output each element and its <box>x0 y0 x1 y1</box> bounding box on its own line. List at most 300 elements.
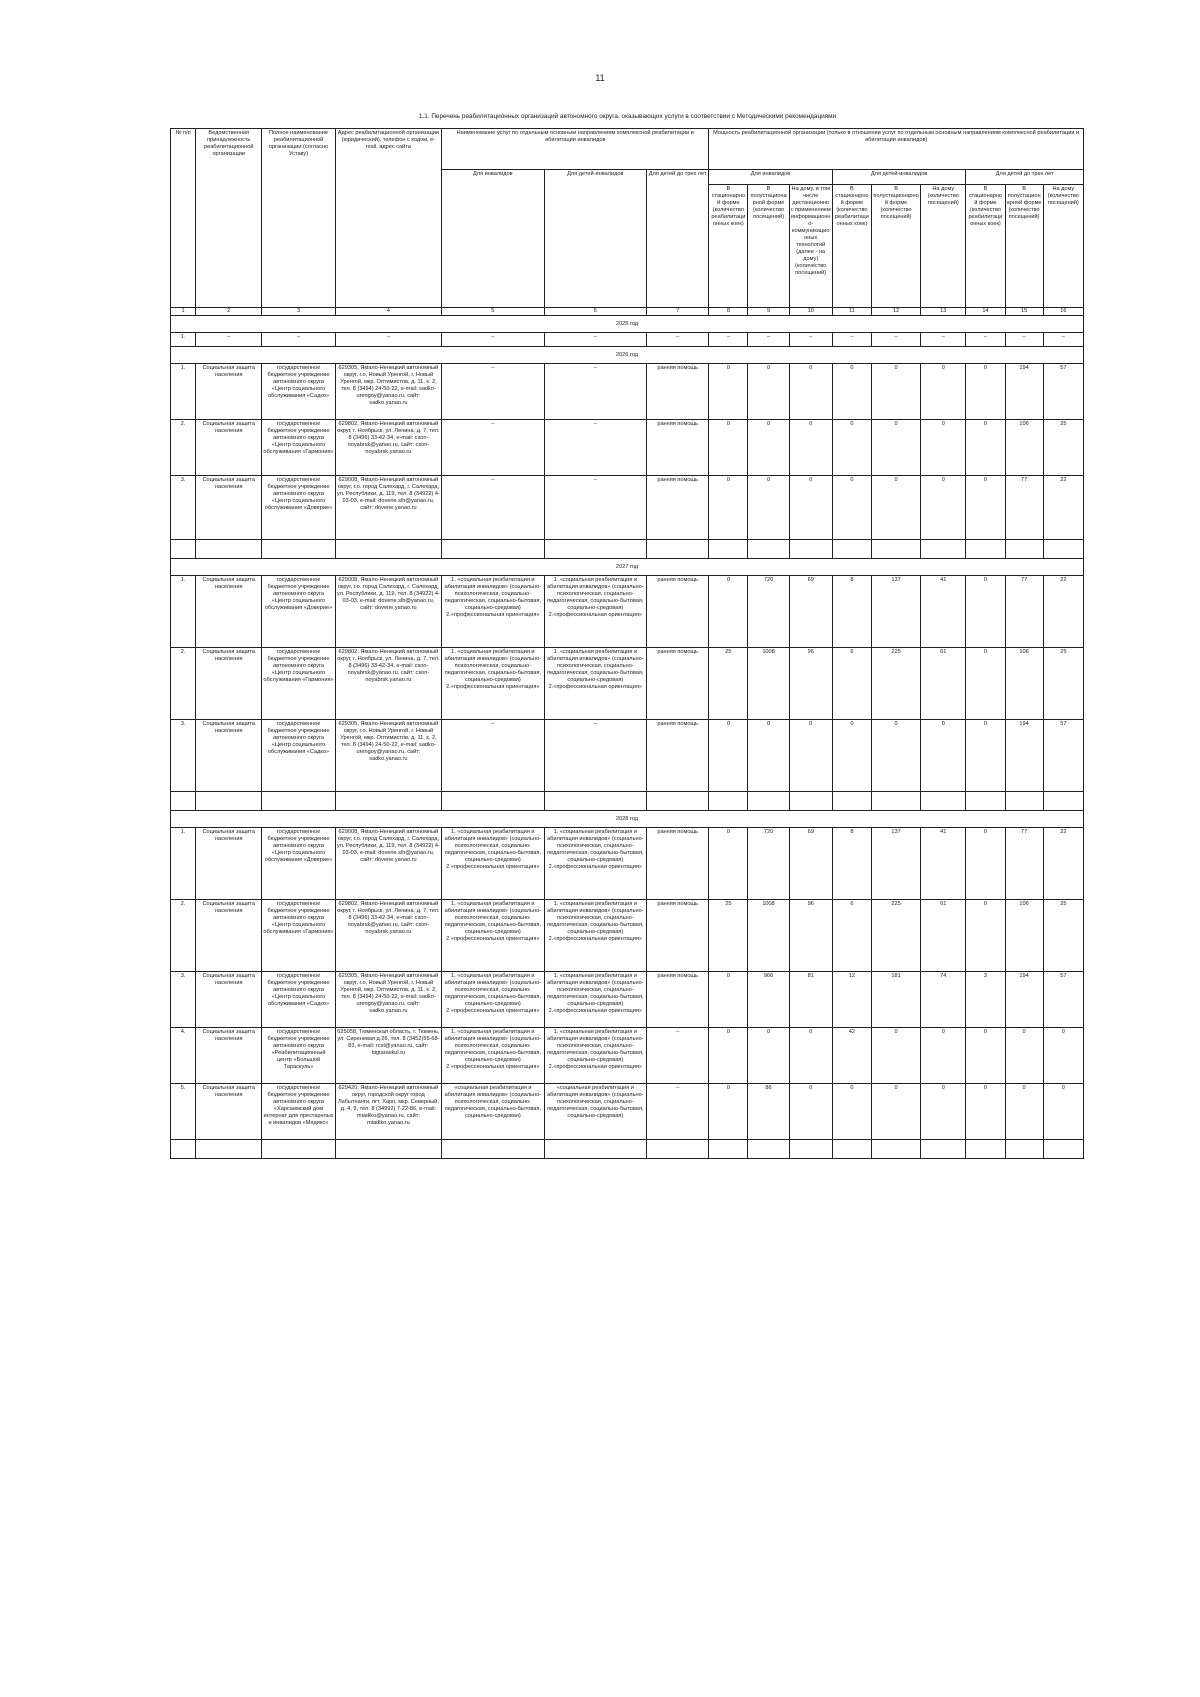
table-cell-col-2: Социальная защита населения <box>196 900 262 972</box>
table-cell-col-8: 25 <box>709 648 748 720</box>
table-cell-col-3: государственное бюджетное учреждение автономного округа «Центр социального обслуживания «Доверие» <box>262 828 335 900</box>
table-row <box>171 900 1084 972</box>
table-cell-col-1: 1. <box>171 364 196 420</box>
table-cell-col-14: – <box>966 333 1005 347</box>
table-cell-col-2: Социальная защита населения <box>196 364 262 420</box>
table-cell-col-10: 81 <box>789 972 832 1028</box>
spacer-cell <box>966 1140 1005 1159</box>
spacer-cell <box>442 1140 544 1159</box>
table-cell-col-14: 0 <box>966 576 1005 648</box>
table-cell-col-12: 0 <box>871 720 920 792</box>
table-cell-col-12: – <box>871 333 920 347</box>
spacer-cell <box>709 540 748 559</box>
table-row <box>171 476 1084 540</box>
table-cell-col-1: 1. <box>171 576 196 648</box>
header-name: Полное наименование реабилитационной организации (согласно Уставу) <box>262 129 335 308</box>
table-cell-col-7: ранняя помощь <box>647 364 709 420</box>
table-cell-col-1: 1. <box>171 333 196 347</box>
table-cell-col-7: ранняя помощь <box>647 420 709 476</box>
table-cell-col-11: 8 <box>832 828 871 900</box>
table-cell-col-14: 0 <box>966 720 1005 792</box>
table-cell-col-5: 1. «социальная реабилитация и абилитация инвалидов» (социально-психологическая, социально-педагогическая, социально-бытовая, социально-средовая) 2.«профессиональная ориентация» <box>442 900 544 972</box>
table-cell-col-10: 0 <box>789 1084 832 1140</box>
table-cell-col-1: 4. <box>171 1028 196 1084</box>
spacer-cell <box>171 792 196 811</box>
table-cell-col-4: 629008, Ямало-Ненецкий автономный округ, г.о. город Салехард, г. Салехард, ул. Республики, д. 119, тел. 8 (34922) 4-03-03, e-mail: doverie.slh@yanao.ru, сайт: doverie.yanao.ru <box>335 576 441 648</box>
table-cell-col-7: ранняя помощь <box>647 720 709 792</box>
spacer-cell <box>647 792 709 811</box>
table-cell-col-9: 0 <box>748 476 789 540</box>
table-cell-col-13: 74 <box>921 972 966 1028</box>
table-cell-col-1: 5. <box>171 1084 196 1140</box>
table-cell-col-12: 0 <box>871 420 920 476</box>
table-cell-col-4: – <box>335 333 441 347</box>
spacer-cell <box>196 540 262 559</box>
header-col-16: На дому (количество посещений) <box>1043 185 1083 308</box>
table-cell-col-10: 0 <box>789 476 832 540</box>
table-cell-col-16: 25 <box>1043 648 1083 720</box>
table-cell-col-15: 106 <box>1005 648 1043 720</box>
column-number: 12 <box>871 308 920 316</box>
table-cell-col-2: Социальная защита населения <box>196 576 262 648</box>
spacer-cell <box>966 792 1005 811</box>
table-cell-col-5: 1. «социальная реабилитация и абилитация инвалидов» (социально-психологическая, социально-педагогическая, социально-бытовая, социально-средовая) 2.«профессиональная ориентация» <box>442 1028 544 1084</box>
table-cell-col-8: 0 <box>709 420 748 476</box>
table-cell-col-6: 1. «социальная реабилитация и абилитация инвалидов» (социально-психологическая, социально-педагогическая, социально-бытовая, социально-средовая) 2.«профессиональная ориентация» <box>544 1028 646 1084</box>
column-number: 10 <box>789 308 832 316</box>
table-header <box>171 129 1084 308</box>
table-row <box>171 972 1084 1028</box>
header-col-10: На дому, в том числе дистанционно с применением информационно-коммуникационных технологий (далее - на дому) (количество посещений) <box>789 185 832 308</box>
table-cell-col-9: 1008 <box>748 900 789 972</box>
table-cell-col-5: – <box>442 364 544 420</box>
table-cell-col-15: 0 <box>1005 1084 1043 1140</box>
table-cell-col-15: 0 <box>1005 1028 1043 1084</box>
spacer-cell <box>335 540 441 559</box>
table-cell-col-16: – <box>1043 333 1083 347</box>
table-cell-col-7: – <box>647 1084 709 1140</box>
table-cell-col-14: 0 <box>966 1028 1005 1084</box>
spacer-cell <box>544 792 646 811</box>
table-cell-col-6: – <box>544 364 646 420</box>
table-cell-col-15: 77 <box>1005 828 1043 900</box>
table-cell-col-3: государственное бюджетное учреждение автономного округа «Центр социального обслуживания «Доверие» <box>262 576 335 648</box>
table-cell-col-9: 86 <box>748 1084 789 1140</box>
table-cell-col-12: 137 <box>871 828 920 900</box>
table-row <box>171 828 1084 900</box>
header-col-14: В стационарной форме (количество реабилитационных коек) <box>966 185 1005 308</box>
table-cell-col-3: государственное бюджетное учреждение автономного округа «Центр социального обслуживания «Гармония» <box>262 420 335 476</box>
table-cell-col-8: 0 <box>709 1084 748 1140</box>
section-spacer <box>171 540 1084 559</box>
table-cell-col-5: 1. «социальная реабилитация и абилитация инвалидов» (социально-психологическая, социально-педагогическая, социально-бытовая, социально-средовая) 2.«профессиональная ориентация» <box>442 576 544 648</box>
table-cell-col-10: 0 <box>789 720 832 792</box>
table-cell-col-5: – <box>442 333 544 347</box>
table-cell-col-7: – <box>647 1028 709 1084</box>
table-cell-col-13: 41 <box>921 576 966 648</box>
table-cell-col-4: 629305, Ямало-Ненецкий автономный округ, г.о. Новый Уренгой, г. Новый Уренгой, мкр. Оптимистов, д. 11, к. 2, тел. 8 (3494) 24-50-22, e-mail: sadko-urengoy@yanao.ru, сайт: sadko.yanao.ru <box>335 720 441 792</box>
table-cell-col-12: 0 <box>871 1084 920 1140</box>
spacer-cell <box>709 792 748 811</box>
spacer-cell <box>262 1140 335 1159</box>
spacer-cell <box>544 1140 646 1159</box>
year-row <box>171 347 1084 364</box>
table-cell-col-14: 0 <box>966 828 1005 900</box>
table-cell-col-10: – <box>789 333 832 347</box>
table-cell-col-15: 194 <box>1005 972 1043 1028</box>
column-number: 6 <box>544 308 646 316</box>
header-col-11: В стационарной форме (количество реабилитационных коек) <box>832 185 871 308</box>
table-cell-col-10: 0 <box>789 420 832 476</box>
table-cell-col-11: 0 <box>832 1084 871 1140</box>
table-cell-col-9: 0 <box>748 364 789 420</box>
spacer-cell <box>647 1140 709 1159</box>
page-number: 11 <box>595 73 605 83</box>
table-cell-col-13: 0 <box>921 420 966 476</box>
spacer-cell <box>196 1140 262 1159</box>
table-cell-col-1: 2. <box>171 900 196 972</box>
table-cell-col-14: 0 <box>966 900 1005 972</box>
table-cell-col-16: 22 <box>1043 476 1083 540</box>
column-number: 7 <box>647 308 709 316</box>
table-cell-col-15: 77 <box>1005 576 1043 648</box>
table-cell-col-11: 8 <box>832 576 871 648</box>
table-cell-col-1: 1. <box>171 828 196 900</box>
spacer-cell <box>647 540 709 559</box>
table-cell-col-13: 0 <box>921 1084 966 1140</box>
table-cell-col-13: 61 <box>921 900 966 972</box>
table-cell-col-14: 0 <box>966 420 1005 476</box>
table-cell-col-13: 0 <box>921 364 966 420</box>
year-row <box>171 559 1084 576</box>
table-cell-col-6: 1. «социальная реабилитация и абилитация инвалидов» (социально-психологическая, социально-педагогическая, социально-бытовая, социально-средовая) 2.«профессиональная ориентация» <box>544 576 646 648</box>
table-cell-col-9: 720 <box>748 576 789 648</box>
table-cell-col-12: 137 <box>871 576 920 648</box>
table-cell-col-2: Социальная защита населения <box>196 420 262 476</box>
table-cell-col-15: 106 <box>1005 900 1043 972</box>
header-col-9: В полустационарной форме (количество посещений) <box>748 185 789 308</box>
table-cell-col-3: государственное бюджетное учреждение автономного округа «Центр социального обслуживания «Садко» <box>262 364 335 420</box>
table-cell-col-8: 0 <box>709 364 748 420</box>
table-cell-col-8: 0 <box>709 1028 748 1084</box>
table-cell-col-16: 22 <box>1043 828 1083 900</box>
table-cell-col-6: 1. «социальная реабилитация и абилитация инвалидов» (социально-психологическая, социально-педагогическая, социально-бытовая, социально-средовая) 2.«профессиональная ориентация» <box>544 828 646 900</box>
table-cell-col-14: 0 <box>966 364 1005 420</box>
table-cell-col-10: 96 <box>789 900 832 972</box>
table-cell-col-11: 0 <box>832 720 871 792</box>
spacer-cell <box>871 1140 920 1159</box>
table-cell-col-8: 0 <box>709 972 748 1028</box>
header-dept: Ведомственная принадлежность реабилитационной организации <box>196 129 262 308</box>
table-cell-col-5: – <box>442 420 544 476</box>
spacer-cell <box>832 540 871 559</box>
spacer-cell <box>921 1140 966 1159</box>
table-cell-col-5: 1. «социальная реабилитация и абилитация инвалидов» (социально-психологическая, социально-педагогическая, социально-бытовая, социально-средовая) 2.«профессиональная ориентация» <box>442 828 544 900</box>
table-cell-col-12: 225 <box>871 648 920 720</box>
spacer-cell <box>1043 540 1083 559</box>
table-cell-col-12: 181 <box>871 972 920 1028</box>
table-cell-col-11: 6 <box>832 900 871 972</box>
table-cell-col-7: ранняя помощь <box>647 648 709 720</box>
table-cell-col-6: 1. «социальная реабилитация и абилитация инвалидов» (социально-психологическая, социально-педагогическая, социально-бытовая, социально-средовая) 2.«профессиональная ориентация» <box>544 972 646 1028</box>
table-cell-col-6: – <box>544 420 646 476</box>
table-cell-col-3: государственное бюджетное учреждение автономного округа «Центр социального обслуживания «Доверие» <box>262 476 335 540</box>
column-number: 11 <box>832 308 871 316</box>
table-cell-col-16: 0 <box>1043 1028 1083 1084</box>
spacer-cell <box>1043 792 1083 811</box>
year-label: 2026 год <box>171 347 1084 364</box>
section-spacer <box>171 1140 1084 1159</box>
year-label: 2027 год <box>171 559 1084 576</box>
table-cell-col-7: ранняя помощь <box>647 576 709 648</box>
spacer-cell <box>748 1140 789 1159</box>
table-cell-col-9: 1008 <box>748 648 789 720</box>
header-services-under3: Для детей до трех лет <box>647 170 709 308</box>
table-cell-col-7: ранняя помощь <box>647 476 709 540</box>
table-cell-col-13: 0 <box>921 1028 966 1084</box>
spacer-cell <box>921 540 966 559</box>
table-cell-col-10: 0 <box>789 364 832 420</box>
rehab-organizations-table <box>170 128 1084 1159</box>
table-cell-col-7: ранняя помощь <box>647 972 709 1028</box>
table-cell-col-10: 69 <box>789 576 832 648</box>
header-col-8: В стационарной форме (количество реабилитационных коек) <box>709 185 748 308</box>
table-cell-col-11: 0 <box>832 476 871 540</box>
table-cell-col-9: 0 <box>748 720 789 792</box>
table-cell-col-5: 1. «социальная реабилитация и абилитация инвалидов» (социально-психологическая, социально-педагогическая, социально-бытовая, социально-средовая) 2.«профессиональная ориентация» <box>442 972 544 1028</box>
table-cell-col-3: государственное бюджетное учреждение автономного округа «Центр социального обслуживания «Садко» <box>262 720 335 792</box>
column-number: 1 <box>171 308 196 316</box>
column-number: 9 <box>748 308 789 316</box>
table-cell-col-1: 3. <box>171 476 196 540</box>
spacer-cell <box>442 792 544 811</box>
table-cell-col-2: – <box>196 333 262 347</box>
table-cell-col-2: Социальная защита населения <box>196 828 262 900</box>
table-cell-col-16: 0 <box>1043 1084 1083 1140</box>
table-row <box>171 648 1084 720</box>
table-cell-col-8: 0 <box>709 828 748 900</box>
spacer-cell <box>871 540 920 559</box>
spacer-cell <box>1043 1140 1083 1159</box>
year-label: 2028 год <box>171 811 1084 828</box>
table-cell-col-15: 77 <box>1005 476 1043 540</box>
spacer-cell <box>748 540 789 559</box>
table-cell-col-8: 0 <box>709 476 748 540</box>
table-cell-col-6: – <box>544 720 646 792</box>
table-cell-col-6: – <box>544 333 646 347</box>
table-cell-col-5: 1. «социальная реабилитация и абилитация инвалидов» (социально-психологическая, социально-педагогическая, социально-бытовая, социально-средовая) 2.«профессиональная ориентация» <box>442 648 544 720</box>
table-cell-col-3: государственное бюджетное учреждение автономного округа «Центр социального обслуживания «Гармония» <box>262 900 335 972</box>
table-cell-col-9: 720 <box>748 828 789 900</box>
spacer-cell <box>832 1140 871 1159</box>
table-cell-col-5: – <box>442 476 544 540</box>
table-cell-col-8: 0 <box>709 576 748 648</box>
header-col-12: В полустационарной форме (количество посещений) <box>871 185 920 308</box>
table-row <box>171 1084 1084 1140</box>
table-cell-col-3: государственное бюджетное учреждение автономного округа «Центр социального обслуживания «Гармония» <box>262 648 335 720</box>
table-body <box>171 308 1084 1159</box>
table-cell-col-1: 2. <box>171 648 196 720</box>
spacer-cell <box>335 1140 441 1159</box>
table-cell-col-4: 629008, Ямало-Ненецкий автономный округ, г.о. город Салехард, г. Салехард, ул. Республики, д. 119, тел. 8 (34922) 4-03-03, e-mail: doverie.slh@yanao.ru, сайт: doverie.yanao.ru <box>335 476 441 540</box>
spacer-cell <box>1005 1140 1043 1159</box>
table-cell-col-13: 41 <box>921 828 966 900</box>
spacer-cell <box>871 792 920 811</box>
table-cell-col-15: – <box>1005 333 1043 347</box>
table-cell-col-2: Социальная защита населения <box>196 720 262 792</box>
table-cell-col-16: 25 <box>1043 900 1083 972</box>
table-cell-col-9: 0 <box>748 1028 789 1084</box>
table-row <box>171 420 1084 476</box>
table-cell-col-5: «социальная реабилитация и абилитация инвалидов» (социально-психологическая, социально-педагогическая, социально-бытовая, социально-средовая) <box>442 1084 544 1140</box>
table-cell-col-2: Социальная защита населения <box>196 1028 262 1084</box>
spacer-cell <box>335 792 441 811</box>
spacer-cell <box>171 1140 196 1159</box>
table-cell-col-11: – <box>832 333 871 347</box>
table-cell-col-7: – <box>647 333 709 347</box>
table-cell-col-11: 6 <box>832 648 871 720</box>
table-cell-col-16: 57 <box>1043 364 1083 420</box>
table-cell-col-16: 22 <box>1043 576 1083 648</box>
spacer-cell <box>748 792 789 811</box>
table-cell-col-1: 3. <box>171 720 196 792</box>
table-cell-col-13: 0 <box>921 476 966 540</box>
table-row <box>171 333 1084 347</box>
column-number: 15 <box>1005 308 1043 316</box>
table-cell-col-14: 0 <box>966 1084 1005 1140</box>
spacer-cell <box>171 540 196 559</box>
column-number: 4 <box>335 308 441 316</box>
spacer-cell <box>1005 540 1043 559</box>
table-row <box>171 720 1084 792</box>
table-cell-col-2: Социальная защита населения <box>196 476 262 540</box>
spacer-cell <box>832 792 871 811</box>
table-cell-col-8: 25 <box>709 900 748 972</box>
spacer-cell <box>709 1140 748 1159</box>
table-cell-col-6: – <box>544 476 646 540</box>
table-cell-col-10: 96 <box>789 648 832 720</box>
table-cell-col-4: 629802, Ямало-Ненецкий автономный округ, г. Ноябрьск, ул. Ленина, д. 7, тел. 8 (3496) 33-42-34, e-mail: cson-noyabrsk@yanao.ru, сайт: cson-noyabrsk.yanao.ru <box>335 648 441 720</box>
column-number: 2 <box>196 308 262 316</box>
table-cell-col-4: 629802, Ямало-Ненецкий автономный округ, г. Ноябрьск, ул. Ленина, д. 7, тел. 8 (3496) 33-42-34, e-mail: cson-noyabrsk@yanao.ru, сайт: cson-noyabrsk.yanao.ru <box>335 900 441 972</box>
table-cell-col-4: 629802, Ямало-Ненецкий автономный округ, г. Ноябрьск, ул. Ленина, д. 7, тел. 8 (3496) 33-42-34, e-mail: cson-noyabrsk@yanao.ru, сайт: cson-noyabrsk.yanao.ru <box>335 420 441 476</box>
table-cell-col-2: Социальная защита населения <box>196 648 262 720</box>
table-cell-col-9: 966 <box>748 972 789 1028</box>
table-cell-col-8: – <box>709 333 748 347</box>
table-cell-col-16: 25 <box>1043 420 1083 476</box>
section-spacer <box>171 792 1084 811</box>
spacer-cell <box>442 540 544 559</box>
table-cell-col-10: 0 <box>789 1028 832 1084</box>
spacer-cell <box>1005 792 1043 811</box>
table-cell-col-6: 1. «социальная реабилитация и абилитация инвалидов» (социально-психологическая, социально-педагогическая, социально-бытовая, социально-средовая) 2.«профессиональная ориентация» <box>544 900 646 972</box>
year-row <box>171 811 1084 828</box>
table-cell-col-16: 57 <box>1043 720 1083 792</box>
table-cell-col-9: 0 <box>748 420 789 476</box>
table-cell-col-4: 629305, Ямало-Ненецкий автономный округ, г.о. Новый Уренгой, г. Новый Уренгой, мкр. Оптимистов, д. 11, к. 2, тел. 8 (3494) 24-50-22, e-mail: sadko-urengoy@yanao.ru, сайт: sadko.yanao.ru <box>335 364 441 420</box>
spacer-cell <box>544 540 646 559</box>
table-cell-col-3: – <box>262 333 335 347</box>
table-cell-col-4: 629420, Ямало-Ненецкий автономный округ, городской округ город Лабытнанги, пгт. Харп, мкр. Северный, д. 4, 9, тел. 8 (34992) 7-22-86, e-mail: miadiko@yanao.ru, сайт: miadiko.yanao.ru <box>335 1084 441 1140</box>
year-label: 2025 год <box>171 316 1084 333</box>
column-number: 5 <box>442 308 544 316</box>
header-capacity-under3: Для детей до трех лет <box>966 170 1084 185</box>
column-number: 13 <box>921 308 966 316</box>
table-cell-col-10: 69 <box>789 828 832 900</box>
table-cell-col-7: ранняя помощь <box>647 828 709 900</box>
spacer-cell <box>196 792 262 811</box>
table-cell-col-11: 42 <box>832 1028 871 1084</box>
table-cell-col-13: – <box>921 333 966 347</box>
table-cell-col-12: 225 <box>871 900 920 972</box>
table-cell-col-8: 0 <box>709 720 748 792</box>
header-col-13: На дому (количество посещений) <box>921 185 966 308</box>
table-cell-col-9: – <box>748 333 789 347</box>
table-cell-col-5: – <box>442 720 544 792</box>
table-cell-col-12: 0 <box>871 476 920 540</box>
header-services: Наименование услуг по отдельным основным направлениям комплексной реабилитации и абилитации инвалидов <box>442 129 709 170</box>
header-capacity: Мощность реабилитационной организации (только в отношении услуг по отдельным основным направлениям комплексной реабилитации и абилитации инвалидов) <box>709 129 1084 170</box>
spacer-cell <box>966 540 1005 559</box>
table-cell-col-2: Социальная защита населения <box>196 1084 262 1140</box>
column-number: 14 <box>966 308 1005 316</box>
table-cell-col-6: 1. «социальная реабилитация и абилитация инвалидов» (социально-психологическая, социально-педагогическая, социально-бытовая, социально-средовая) 2.«профессиональная ориентация» <box>544 648 646 720</box>
table-cell-col-11: 0 <box>832 420 871 476</box>
header-services-children: Для детей-инвалидов <box>544 170 646 308</box>
spacer-cell <box>789 1140 832 1159</box>
table-cell-col-15: 106 <box>1005 420 1043 476</box>
column-number-row <box>171 308 1084 316</box>
table-cell-col-14: 0 <box>966 648 1005 720</box>
table-cell-col-13: 0 <box>921 720 966 792</box>
table-cell-col-15: 194 <box>1005 364 1043 420</box>
table-cell-col-1: 2. <box>171 420 196 476</box>
table-cell-col-14: 3 <box>966 972 1005 1028</box>
spacer-cell <box>789 792 832 811</box>
column-number: 16 <box>1043 308 1083 316</box>
table-cell-col-13: 61 <box>921 648 966 720</box>
table-cell-col-4: 629305, Ямало-Ненецкий автономный округ, г.о. Новый Уренгой, г. Новый Уренгой, мкр. Оптимистов, д. 11, к. 2, тел. 8 (3494) 24-50-22, e-mail: sadko-urengoy@yanao.ru, сайт: sadko.yanao.ru <box>335 972 441 1028</box>
table-cell-col-12: 0 <box>871 1028 920 1084</box>
table-cell-col-16: 57 <box>1043 972 1083 1028</box>
table-caption: 1.1. Перечень реабилитационных организаций автономного округа, оказывающих услуги в соответствии с Методическими рекомендациями <box>418 113 837 120</box>
table-row <box>171 1028 1084 1084</box>
table-cell-col-11: 12 <box>832 972 871 1028</box>
header-capacity-disabled: Для инвалидов <box>709 170 833 185</box>
header-capacity-children: Для детей-инвалидов <box>832 170 966 185</box>
table-cell-col-11: 0 <box>832 364 871 420</box>
header-col-15: В полустационарной форме (количество посещений) <box>1005 185 1043 308</box>
spacer-cell <box>789 540 832 559</box>
header-num: № п/п <box>171 129 196 308</box>
year-row <box>171 316 1084 333</box>
table-cell-col-3: государственное бюджетное учреждение автономного округа «Реабилитационный центр «Большой Тараскуль» <box>262 1028 335 1084</box>
header-address: Адрес реабилитационной организации (юридический), телефон с кодом, e-mail, адрес сайта <box>335 129 441 308</box>
table-cell-col-3: государственное бюджетное учреждение автономного округа «Харсаимский дом интернат для престарелых и инвалидов «Мядико» <box>262 1084 335 1140</box>
table-cell-col-4: 625058, Тюменская область, г. Тюмень, ул. Сиреневая д.26, тел. 8 (3452)55-68-83, e-mail: rcst@yanao.ru, сайт: bigtaraskul.ru <box>335 1028 441 1084</box>
table-cell-col-1: 3. <box>171 972 196 1028</box>
table-cell-col-12: 0 <box>871 364 920 420</box>
column-number: 3 <box>262 308 335 316</box>
table-row <box>171 576 1084 648</box>
table-row <box>171 364 1084 420</box>
spacer-cell <box>262 540 335 559</box>
table-cell-col-3: государственное бюджетное учреждение автономного округа «Центр социального обслуживания «Садко» <box>262 972 335 1028</box>
header-services-disabled: Для инвалидов <box>442 170 544 308</box>
spacer-cell <box>262 792 335 811</box>
table-cell-col-14: 0 <box>966 476 1005 540</box>
table-cell-col-4: 629008, Ямало-Ненецкий автономный округ, г.о. город Салехард, г. Салехард, ул. Республики, д. 119, тел. 8 (34922) 4-03-03, e-mail: doverie.slh@yanao.ru, сайт: doverie.yanao.ru <box>335 828 441 900</box>
